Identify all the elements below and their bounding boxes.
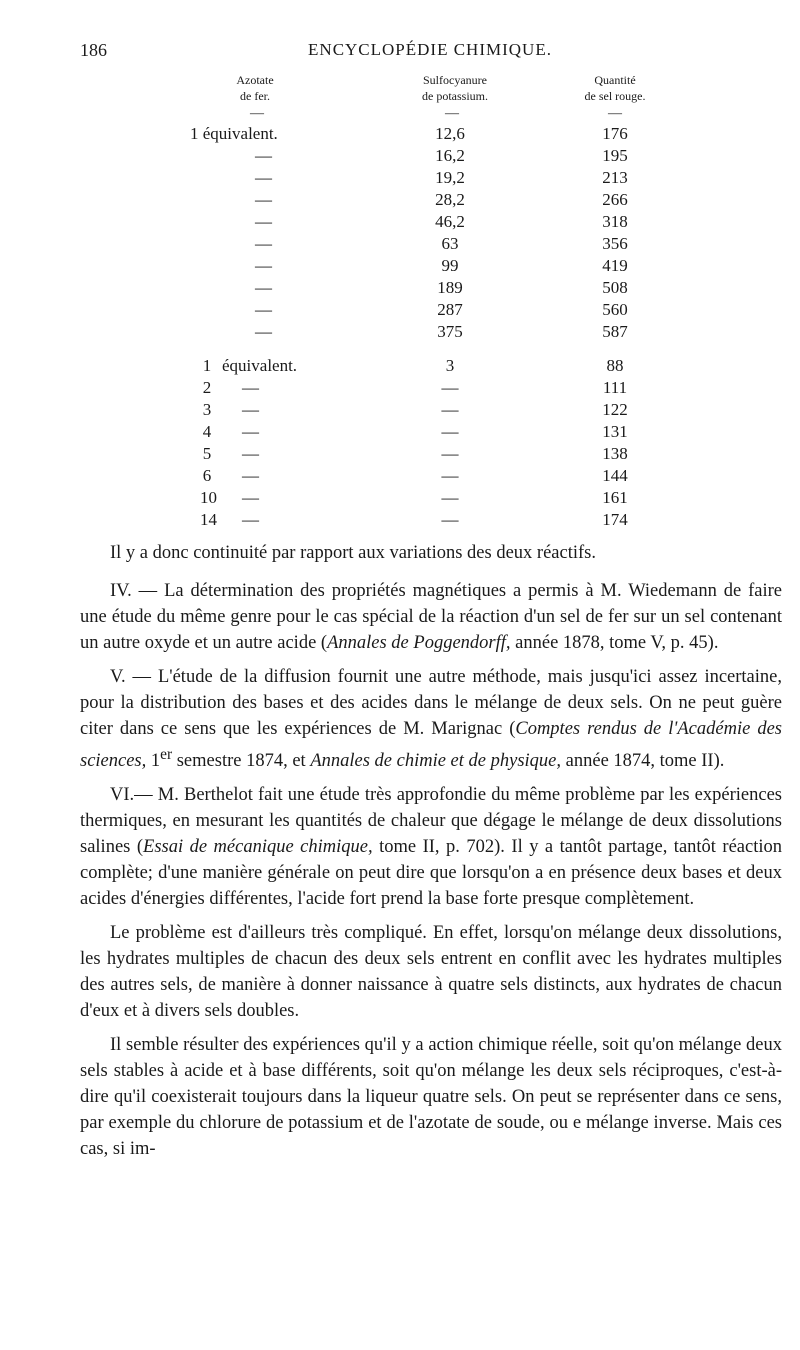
table-row: — 46,2 318 (255, 212, 628, 231)
running-title: ENCYCLOPÉDIE CHIMIQUE. (308, 40, 552, 59)
table-row: — 189 508 (255, 278, 628, 297)
table-row: — 16,2 195 (255, 146, 628, 165)
table-row: 2 — — 111 (202, 378, 628, 397)
paragraph-vi: VI.— M. Berthelot fait une étude très approfondie du même problème par les expériences thermiques, en mesurant les quantités de chaleur que dégage le mélange de deux dissolutions salines (Essai de mécanique chimique, tome II, p. 702). Il y a tantôt partage, tantôt réaction complète; d'une manière générale on peut dire que lorsqu'on a en présence deux bases et deux acides d'énergies différentes, l'acide fort prend la base forte presque complètement. (80, 785, 782, 910)
header-dash: — (608, 106, 622, 121)
table-row: — 63 356 (255, 234, 628, 253)
table-row: — 19,2 213 (255, 168, 628, 187)
paragraph-v: V. — L'étude de la diffusion fournit une autre méthode, mais jusqu'ici assez incertaine, pour la distribution des bases et des acides dans le mélange de deux sels. On ne peut guère citer dans ce sens que les expériences de M. Marignac (Comptes rendus de l'Académie des sciences, 1er semestre 1874, et Annales de chimie et de physique, année 1874, tome II). (80, 667, 782, 772)
table-row: 1 équivalent. 12,6 176 (190, 124, 628, 143)
page-number: 186 (80, 40, 107, 60)
header-dash: — (445, 106, 459, 121)
body-text (80, 540, 782, 1170)
page-header (80, 40, 780, 66)
table-row: 6 — — 144 (202, 466, 628, 485)
paragraph: Il semble résulter des expériences qu'il y a action chimique réelle, soit qu'on mélange deux sels stables à acide et à base différents, soit qu'on mélange les deux sels réciproques, c'est-à-dire qu'il coexisterait toujours dans la liqueur quatre sels. On peut se représenter dans ce sens, par exemple du chlorure de potassium et de l'azotate de soude, ou e mélange inverse. Mais ces cas, si im- (80, 1035, 782, 1160)
paragraph: Le problème est d'ailleurs très compliqué. En effet, lorsqu'on mélange deux dissolutions, les hydrates multiples de chacun des deux sels entrent en conflit avec les hydrates multiples des autres sels, de manière à donner naissance à quatre sels distincts, aux hydrates de chacun d'eux et à divers sels doubles. (80, 923, 782, 1022)
table-row: 1 équivalent. 3 88 (202, 356, 624, 375)
header-dash: — (250, 106, 264, 121)
table-row: 3 — — 122 (202, 400, 628, 419)
column-header-quantite: Quantité de sel rouge. (584, 73, 646, 103)
table-row: 5 — — 138 (202, 444, 628, 463)
paragraph-iv: IV. — La détermination des propriétés magnétiques a permis à M. Wiedemann de faire une étude du même genre pour le cas spécial de la réaction d'un sel de fer sur un sel contenant un autre oxyde et un autre acide (Annales de Poggendorff, année 1878, tome V, p. 45). (80, 581, 782, 653)
column-header-azotate: Azotate de fer. (236, 73, 274, 103)
column-header-sulfocyanure: Sulfocyanure de potassium. (422, 73, 488, 103)
table-row: — 287 560 (255, 300, 628, 319)
table-row: 10 — — 161 (200, 488, 628, 507)
table-row: 14 — — 174 (200, 510, 628, 529)
table-row: — 99 419 (255, 256, 628, 275)
table-row: 4 — — 131 (202, 422, 628, 441)
paragraph: Il y a donc continuité par rapport aux variations des deux réactifs. (110, 543, 596, 563)
table-row: — 28,2 266 (255, 190, 628, 209)
table-row: — 375 587 (255, 322, 628, 341)
